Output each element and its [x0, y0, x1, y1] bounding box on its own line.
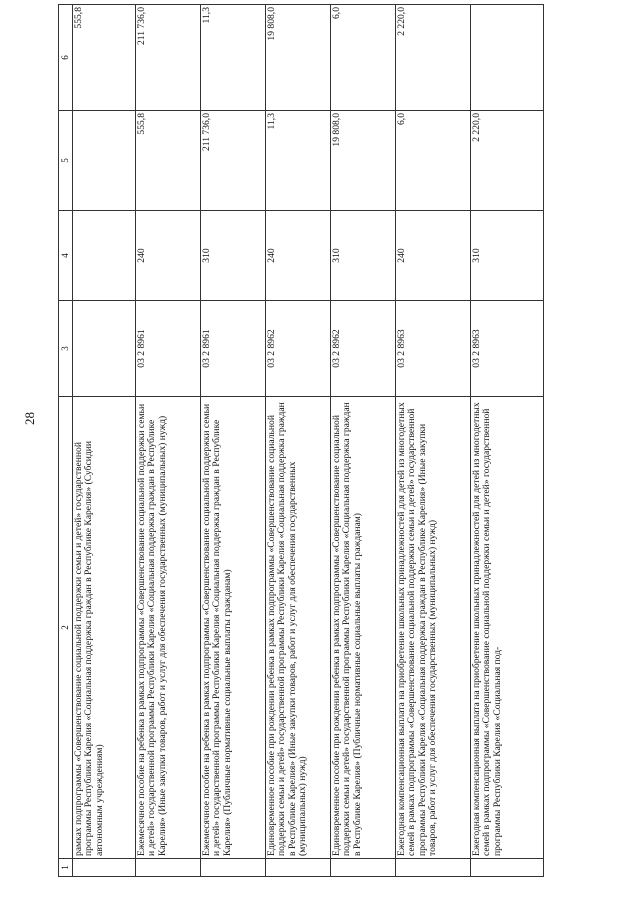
target-code-cell: 03 2 8961 — [135, 301, 200, 397]
target-code-cell: 03 2 8961 — [200, 301, 265, 397]
item-name-cell: рамках подпрограммы «Совершенствование социальной поддержки семьи и детей» государственной программы Республики Карелия «Социальная поддержка граждан в Республике Карелия» (Субсидии автономным учреждениям) — [72, 397, 135, 859]
column-header-3: 3 — [59, 301, 73, 397]
expense-type-cell: 310 — [330, 211, 395, 301]
amount-col5-cell: 6,0 — [395, 111, 470, 211]
amount-col6-cell: 11,3 — [200, 5, 265, 111]
item-name-cell: Ежемесячное пособие на ребенка в рамках подпрограммы «Совершенствование социальной поддержки семьи и детей» государственной программы Республики Карелия «Социальная поддержка граждан в Республике Карелия» (Публичные нормативные социальные выплаты гражданам) — [200, 397, 265, 859]
amount-col5-cell: 2 220,0 — [470, 111, 543, 211]
table-row — [135, 5, 200, 877]
column-header-4: 4 — [59, 211, 73, 301]
row-number-cell — [72, 859, 135, 877]
expense-type-cell: 240 — [395, 211, 470, 301]
column-header-5: 5 — [59, 111, 73, 211]
column-header-6: 6 — [59, 5, 73, 111]
expense-type-cell: 310 — [200, 211, 265, 301]
item-name-cell: Ежегодная компенсационная выплата на приобретение школьных принадлежностей для детей из многодетных семей в рамках подпрограммы «Совершенствование социальной поддержки семьи и детей» государственной программы Республики Карелия «Социальная под- — [470, 397, 543, 859]
target-code-cell: 03 2 8962 — [265, 301, 330, 397]
amount-col6-cell: 6,0 — [330, 5, 395, 111]
expense-type-cell — [72, 211, 135, 301]
amount-col5-cell — [72, 111, 135, 211]
table-row — [200, 5, 265, 877]
expense-type-cell: 310 — [470, 211, 543, 301]
amount-col5-cell: 19 808,0 — [330, 111, 395, 211]
amount-col6-cell: 19 808,0 — [265, 5, 330, 111]
item-name-cell: Единовременное пособие при рождении ребенка в рамках подпрограммы «Совершенствование социальной поддержки семьи и детей» государственной программы Республики Карелия «Социальная поддержка граждан в Республике Карелия» (Публичные нормативные социальные выплаты гражданам) — [330, 397, 395, 859]
row-number-cell — [330, 859, 395, 877]
header-row — [59, 5, 73, 877]
row-number-cell — [135, 859, 200, 877]
amount-col5-cell: 11,3 — [265, 111, 330, 211]
amount-col5-cell: 211 736,0 — [200, 111, 265, 211]
amount-col6-cell — [470, 5, 543, 111]
rotated-table-container — [58, 5, 606, 877]
expense-type-cell: 240 — [265, 211, 330, 301]
target-code-cell: 03 2 8963 — [470, 301, 543, 397]
column-header-2: 2 — [59, 397, 73, 859]
item-name-cell: Ежемесячное пособие на ребенка в рамках подпрограммы «Совершенствование социальной поддержки семьи и детей» государственной программы Республики Карелия «Социальная поддержка граждан в Республике Карелия» (Иные закупки товаров, работ и услуг для обеспечения государственных (муниципальных) нужд) — [135, 397, 200, 859]
row-number-cell — [200, 859, 265, 877]
target-code-cell: 03 2 8963 — [395, 301, 470, 397]
item-name-cell: Ежегодная компенсационная выплата на приобретение школьных принадлежностей для детей из многодетных семей в рамках подпрограммы «Совершенствование социальной поддержки семьи и детей» государственной программы Республики Карелия «Социальная поддержка граждан в Республике Карелия» (Иные закупки товаров, работ и услуг для обеспечения государственных (муниципальных) нужд) — [395, 397, 470, 859]
target-code-cell — [72, 301, 135, 397]
target-code-cell: 03 2 8962 — [330, 301, 395, 397]
item-name-cell: Единовременное пособие при рождении ребенка в рамках подпрограммы «Совершенствование социальной поддержки семьи и детей» государственной программы Республики Карелия «Социальная поддержка граждан в Республике Карелия» (Иные закупки товаров, работ и услуг для обеспечения государственных (муниципальных) нужд) — [265, 397, 330, 859]
budget-table — [58, 4, 544, 877]
amount-col5-cell: 555,8 — [135, 111, 200, 211]
row-number-cell — [265, 859, 330, 877]
column-header-1: 1 — [59, 859, 73, 877]
amount-col6-cell: 2 220,0 — [395, 5, 470, 111]
table-row — [395, 5, 470, 877]
page-number: 28 — [22, 412, 37, 425]
expense-type-cell: 240 — [135, 211, 200, 301]
table-row — [72, 5, 135, 877]
row-number-cell — [470, 859, 543, 877]
amount-col6-cell: 555,8 — [72, 5, 135, 111]
table-row — [265, 5, 330, 877]
amount-col6-cell: 211 736,0 — [135, 5, 200, 111]
table-row — [470, 5, 543, 877]
row-number-cell — [395, 859, 470, 877]
table-row — [330, 5, 395, 877]
